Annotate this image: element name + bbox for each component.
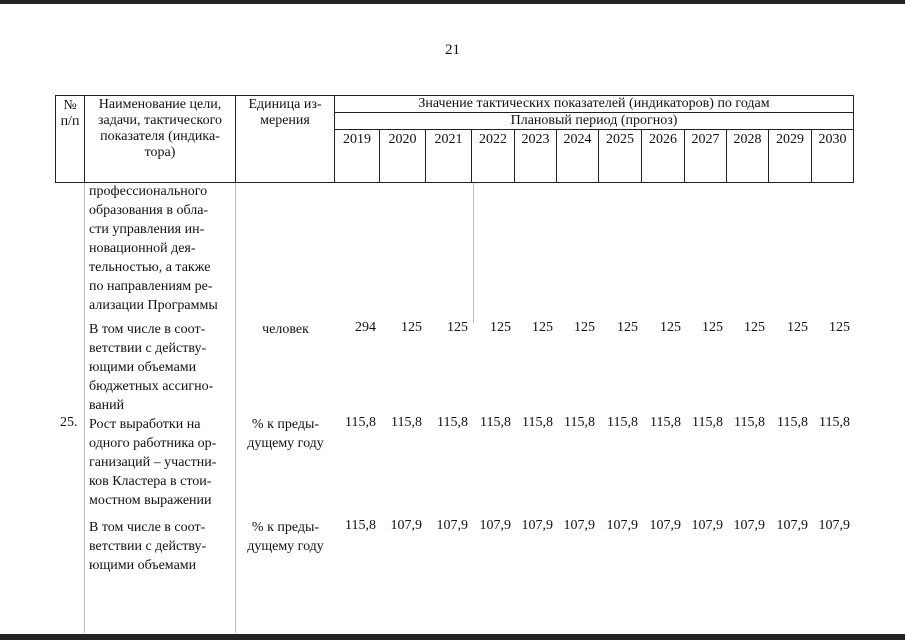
row-unit: % к преды- дущему году (247, 520, 324, 554)
value-cell: 107,9 (563, 518, 595, 533)
value-cell: 115,8 (650, 415, 681, 430)
value-cell: 115,8 (480, 415, 511, 430)
value-cell: 125 (829, 320, 850, 335)
value-cell: 107,9 (776, 518, 808, 533)
header-name-cell: Наименование цели, задачи, тактического показателя (индика- тора) (85, 96, 236, 183)
value-cell: 115,8 (607, 415, 638, 430)
value-cell: 125 (702, 320, 723, 335)
value-cell: 115,8 (522, 415, 553, 430)
value-cell: 125 (490, 320, 511, 335)
value-cell: 107,9 (436, 518, 468, 533)
row-number: 25. (60, 415, 78, 430)
year-header-cell: 2024 (557, 130, 599, 183)
column-guide (84, 183, 85, 633)
year-header-cell: 2026 (642, 130, 685, 183)
value-cell: 125 (574, 320, 595, 335)
value-cell: 125 (401, 320, 422, 335)
value-cell: 115,8 (777, 415, 808, 430)
column-guide (235, 183, 236, 633)
value-cell: 107,9 (649, 518, 681, 533)
year-header-cell: 2021 (426, 130, 472, 183)
value-cell: 115,8 (734, 415, 765, 430)
column-guide (473, 183, 474, 323)
year-header-cell: 2020 (380, 130, 426, 183)
header-unit-cell: Единица из- мерения (236, 96, 335, 183)
row-name: В том числе в соот- ветствии с действу- ющими объемами бюджетных ассигно- ваний (89, 322, 214, 413)
value-cell: 125 (617, 320, 638, 335)
value-cell: 115,8 (345, 415, 376, 430)
scan-top-edge (0, 0, 905, 4)
value-cell: 107,9 (521, 518, 553, 533)
value-cell: 115,8 (692, 415, 723, 430)
value-cell: 107,9 (691, 518, 723, 533)
value-cell: 125 (744, 320, 765, 335)
year-header-cell: 2029 (769, 130, 812, 183)
year-header-cell: 2027 (685, 130, 727, 183)
table-header (55, 95, 854, 183)
year-header-cell: 2030 (812, 130, 854, 183)
value-cell: 107,9 (818, 518, 850, 533)
year-header-cell: 2025 (599, 130, 642, 183)
row-name: профессионального образования в обла- сти управления ин- новационной дея- тельностью, а также по направлениям ре- ализации Программы (89, 184, 218, 313)
row-unit: человек (262, 322, 309, 337)
scan-bottom-edge (0, 634, 905, 640)
value-cell: 107,9 (479, 518, 511, 533)
year-header-cell: 2019 (335, 130, 380, 183)
value-cell: 115,8 (391, 415, 422, 430)
row-unit: % к преды- дущему году (247, 417, 324, 451)
value-cell: 107,9 (733, 518, 765, 533)
value-cell: 115,8 (564, 415, 595, 430)
header-num-cell: № п/п (56, 96, 85, 183)
value-cell: 125 (787, 320, 808, 335)
year-header-cell: 2022 (472, 130, 515, 183)
value-cell: 125 (532, 320, 553, 335)
value-cell: 107,9 (606, 518, 638, 533)
value-cell: 115,8 (819, 415, 850, 430)
value-cell: 125 (660, 320, 681, 335)
value-cell: 115,8 (437, 415, 468, 430)
row-name: Рост выработки на одного работника ор- ганизаций – участни- ков Кластера в стои- мостном выражении (89, 417, 217, 508)
value-cell: 125 (447, 320, 468, 335)
year-header-cell: 2028 (727, 130, 769, 183)
header-values-title: Значение тактических показателей (индикаторов) по годам (335, 96, 854, 113)
value-cell: 115,8 (345, 518, 376, 533)
year-header-cell: 2023 (515, 130, 557, 183)
page-number: 21 (445, 42, 460, 58)
value-cell: 107,9 (390, 518, 422, 533)
value-cell: 294 (355, 320, 376, 335)
row-name: В том числе в соот- ветствии с действу- ющими объемами (89, 520, 207, 573)
header-planned-period: Плановый период (прогноз) (335, 113, 854, 130)
